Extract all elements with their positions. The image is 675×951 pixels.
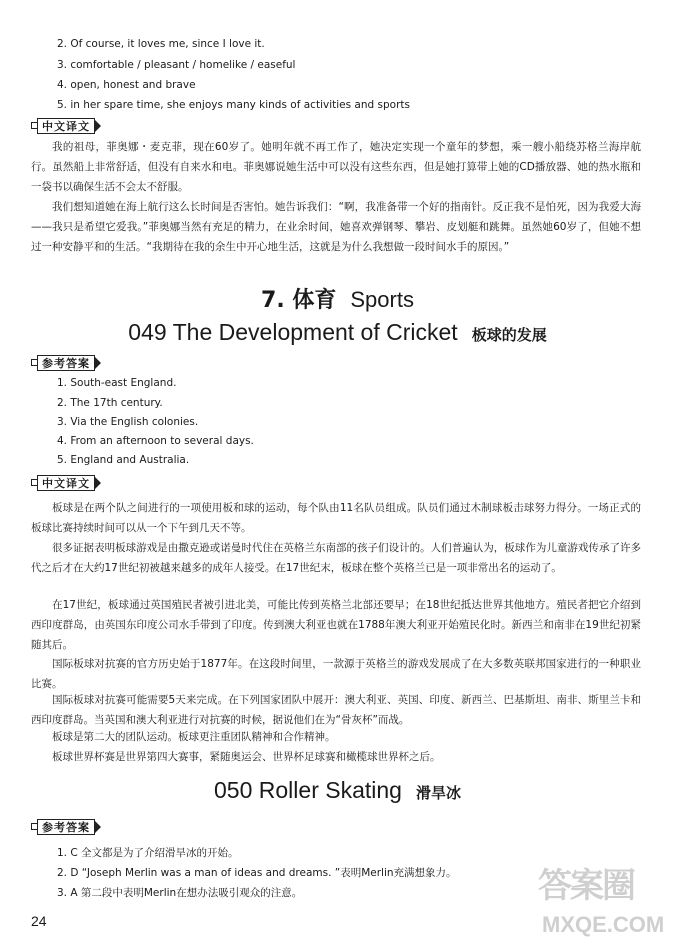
lesson-paragraph: 很多证据表明板球游戏是由撒克逊或诺曼时代住在英格兰东南部的孩子们设计的。人们普遍认为，板球作为儿童游戏传承了许多代之后才在大约17世纪初被越来越多的成年人接受。在17世纪末，板球在整个英格兰已是一项非常出名的运动了。 [31,542,641,574]
answer-line: 3. A 第二段中表明Merlin在想办法吸引观众的注意。 [57,887,303,899]
watermark-line2: MXQE.COM [542,912,665,937]
answers-label: 参考答案 [37,819,95,835]
answer-line: 5. England and Australia. [57,454,190,466]
answers-label: 参考答案 [37,355,95,371]
answer-line: 1. South-east England. [57,377,177,389]
answer-line: 4. open, honest and brave [57,79,196,91]
answer-line: 5. in her spare time, she enjoys many kinds of activities and sports [57,99,410,111]
answer-line: 2. The 17th century. [57,397,163,409]
lesson-49-title [0,319,675,346]
tag-arrow-icon [94,820,101,834]
story-paragraph: 我们想知道她在海上航行这么长时间是否害怕。她告诉我们：“啊，我准备带一个好的指南针。反正我不是怕死，因为我爱大海——我只是希望它爱我。”菲奥娜当然有充足的精力，在业余时间，她喜欢弹钢琴、攀岩、皮划艇和跳舞。虽然她60岁了，但她不想过一种安静平和的生活。“我期待在我的余生中开心地生活，这就是为什么我想做一段时间水手的原因。” [31,201,641,253]
lesson-50-title [0,777,675,804]
section-title-en: Sports [350,287,414,312]
answer-line: 1. C 全文都是为了介绍滑旱冰的开始。 [57,847,239,859]
lesson-title-en: 049 The Development of Cricket [128,319,458,345]
translation-label: 中文译文 [37,475,95,491]
translation-label-tag [31,474,101,491]
lesson-paragraph: 板球是第二大的团队运动。板球更注重团队精神和合作精神。 [52,731,336,743]
answer-line: 4. From an afternoon to several days. [57,435,254,447]
lesson-paragraph: 国际板球对抗赛可能需要5天来完成。在下列国家团队中展开：澳大利亚、英国、印度、新西兰、巴基斯坦、南非、斯里兰卡和西印度群岛。当英国和澳大利亚进行对抗赛的时候，据说他们在为“骨灰杯”而战。 [31,694,641,726]
answers-label-tag [31,818,101,835]
tag-arrow-icon [94,119,101,133]
answers-label-tag [31,354,101,371]
section-title [0,283,675,314]
answer-line: 3. comfortable / pleasant / homelike / easeful [57,59,296,71]
translation-label: 中文译文 [37,118,95,134]
lesson-title-cn: 滑旱冰 [415,784,461,802]
translation-label-tag [31,117,101,134]
answer-line: 3. Via the English colonies. [57,416,199,428]
watermark-line1: 答案圈 [538,867,634,905]
answer-line: 2. D “Joseph Merlin was a man of ideas and dreams. ”表明Merlin充满想象力。 [57,867,457,879]
section-title-cn: 7. 体育 [261,288,337,313]
lesson-paragraph: 在17世纪，板球通过英国殖民者被引进北美，可能比传到英格兰北部还要早；在18世纪抵达世界其他地方。殖民者把它介绍到西印度群岛，由英国东印度公司水手带到了印度。传到澳大利亚也就在1788年澳大利亚开始殖民化时。新西兰和南非在19世纪初紧随其后。 [31,599,641,651]
answer-line: 2. Of course, it loves me, since I love it. [57,38,265,50]
lesson-paragraph: 板球世界杯赛是世界第四大赛事，紧随奥运会、世界杯足球赛和橄榄球世界杯之后。 [52,751,441,763]
story-paragraph: 我的祖母，菲奥娜・麦克菲，现在60岁了。她明年就不再工作了，她决定实现一个童年的梦想，乘一艘小船绕苏格兰海岸航行。虽然船上非常舒适，但没有自来水和电。菲奥娜说她生活中可以没有这些东西，但是她打算带上她的CD播放器、她的热水瓶和一袋书以确保生活不会太不舒服。 [31,141,641,193]
lesson-paragraph: 国际板球对抗赛的官方历史始于1877年。在这段时间里，一款源于英格兰的游戏发展成了在大多数英联邦国家进行的一种职业比赛。 [31,658,641,690]
tag-arrow-icon [94,356,101,370]
tag-arrow-icon [94,476,101,490]
lesson-title-cn: 板球的发展 [471,326,547,344]
lesson-paragraph: 板球是在两个队之间进行的一项使用板和球的运动，每个队由11名队员组成。队员们通过木制球板击球努力得分。一场正式的板球比赛持续时间可以从一个下午到几天不等。 [31,502,641,534]
watermark-logo [530,858,670,948]
lesson-title-en: 050 Roller Skating [214,777,402,803]
page-number: 24 [31,913,47,929]
